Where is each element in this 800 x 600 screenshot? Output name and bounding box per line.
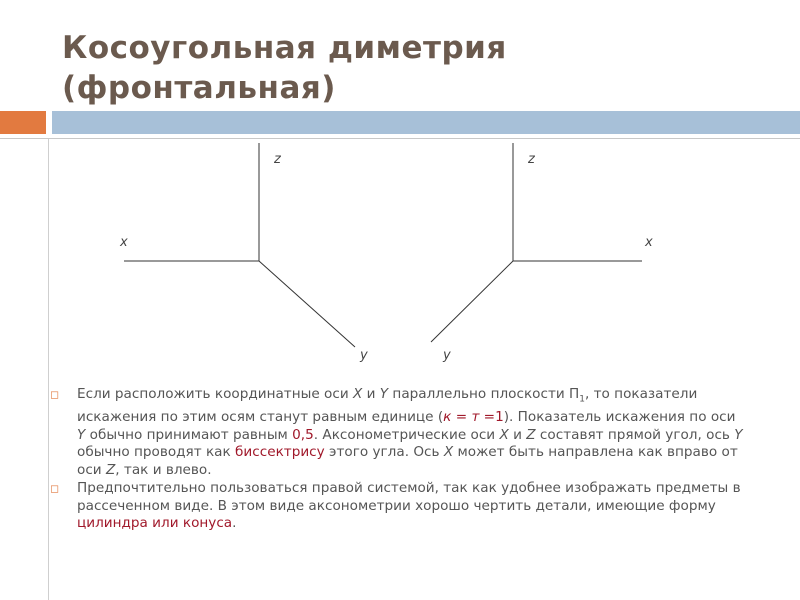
text-segment: цилиндра или конуса bbox=[77, 515, 233, 532]
text-segment: Предпочтительно пользоваться правой системой, так как удобнее изображать предметы в рассеченном виде. В этом виде аксонометрии хорошо чертить детали, имеющие форму bbox=[77, 480, 741, 514]
square-bullet-icon: ◻ bbox=[50, 482, 60, 496]
left-axes-diagram bbox=[119, 143, 368, 363]
right-z-label: z bbox=[528, 152, 535, 167]
text-segment: параллельно плоскости П bbox=[388, 386, 580, 402]
left-y-axis bbox=[259, 261, 355, 347]
text-segment: т bbox=[471, 409, 480, 426]
text-segment: , так и влево. bbox=[115, 461, 212, 478]
text-segment: Y bbox=[734, 426, 743, 443]
text-segment: , то показатели искажения по этим осям станут равным единице ( bbox=[77, 386, 698, 426]
text-segment: Y bbox=[379, 386, 389, 402]
left-z-label: z bbox=[274, 152, 281, 167]
text-segment: обычно проводят как bbox=[77, 444, 236, 461]
title-line-1: Косоугольная диметрия bbox=[62, 30, 507, 66]
text-segment: и bbox=[508, 426, 527, 443]
square-bullet-icon: ◻ bbox=[50, 388, 60, 401]
text-segment: этого угла. Ось bbox=[324, 444, 444, 461]
bullet-item-1 bbox=[48, 386, 748, 479]
text-segment: обычно принимают равным bbox=[85, 426, 293, 443]
text-segment: биссектрису bbox=[235, 444, 325, 461]
text-segment: X bbox=[499, 426, 509, 443]
bullet-text-2 bbox=[77, 480, 741, 531]
bullet-text-1 bbox=[77, 386, 743, 478]
text-segment: = bbox=[451, 409, 472, 426]
text-segment: может быть направлена как вправо от оси bbox=[77, 444, 738, 478]
text-segment: =1 bbox=[479, 409, 504, 426]
text-segment: Y bbox=[77, 426, 86, 443]
text-segment: Z bbox=[105, 461, 116, 478]
text-segment: . Аксонометрические оси bbox=[313, 426, 500, 443]
left-y-label: y bbox=[360, 348, 368, 363]
text-segment: и bbox=[362, 386, 380, 402]
text-segment: Z bbox=[526, 426, 536, 443]
right-y-axis bbox=[431, 261, 513, 342]
right-x-label: x bbox=[645, 235, 653, 250]
text-segment: 1 bbox=[579, 394, 585, 405]
left-x-label: x bbox=[120, 235, 128, 250]
right-y-label: y bbox=[443, 348, 451, 363]
text-segment: к bbox=[443, 409, 452, 426]
text-segment: Если расположить координатные оси bbox=[77, 386, 353, 402]
right-axes-diagram bbox=[431, 143, 653, 363]
title-line-2: (фронтальная) bbox=[62, 70, 336, 106]
text-segment: X bbox=[352, 386, 363, 402]
text-segment: . bbox=[232, 515, 237, 532]
bullet-item-2 bbox=[48, 480, 748, 533]
text-segment: 0,5 bbox=[292, 426, 314, 443]
text-segment: ). Показатель искажения по оси bbox=[503, 409, 736, 426]
text-segment: X bbox=[443, 444, 454, 461]
text-segment: составят прямой угол, ось bbox=[535, 426, 735, 443]
bullet-list bbox=[48, 386, 748, 534]
